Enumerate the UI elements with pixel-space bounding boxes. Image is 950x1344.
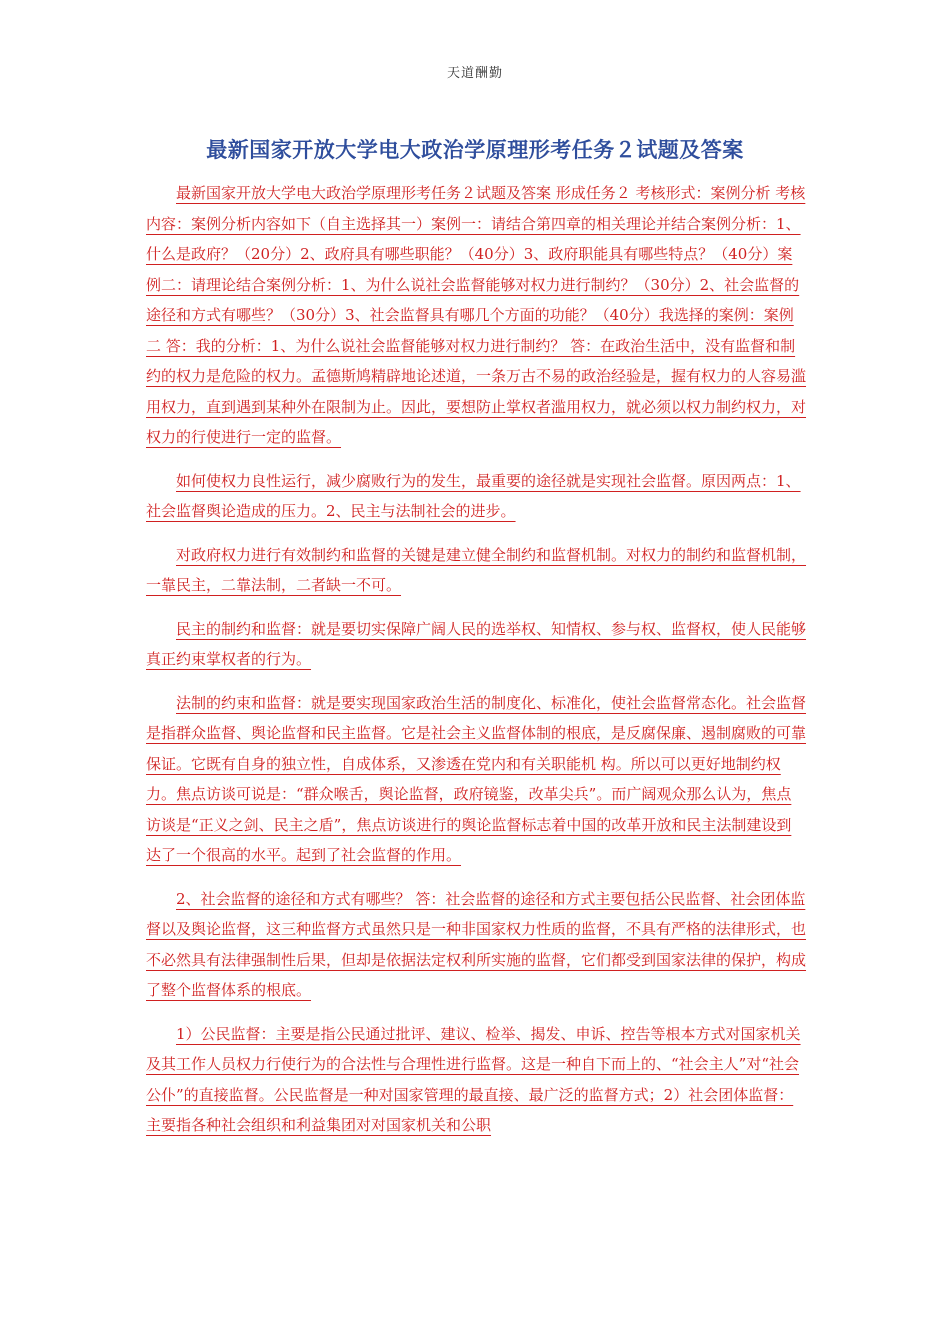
paragraph-text: 对政府权力进行有效制约和监督的关键是建立健全制约和监督机制。对权力的制约和监督机制，一靠民主，二靠法制，二者缺一不可。 [146,545,807,594]
document-title: 最新国家开放大学电大政治学原理形考任务２试题及答案 [206,138,744,162]
paragraph [146,1019,806,1141]
document-body [146,178,806,1154]
paragraph [146,688,806,871]
paragraph [146,466,806,527]
paragraph-text: 法制的约束和监督：就是要实现国家政治生活的制度化、标准化，使社会监督常态化。社会监督是指群众监督、舆论监督和民主监督。它是社会主义监督体制的根底，是反腐保廉、遏制腐败的可靠保证。它既有自身的独立性，自成体系，又渗透在党内和有关职能机 构。所以可以更好地制约权力。焦点访谈可说是：“群众喉舌，舆论监督，政府镜鉴，改革尖兵”。而广阔观众那么认为，焦点访谈是“正义之剑、民主之盾”，焦点访谈进行的舆论监督标志着中国的改革开放和民主法制建设到达了一个很高的水平。起到了社会监督的作用。 [146,693,807,864]
paragraph-text: 民主的制约和监督：就是要切实保障广阔人民的选举权、知情权、参与权、监督权，使人民能够真正约束掌权者的行为。 [146,619,807,668]
paragraph-text: 1）公民监督：主要是指公民通过批评、建议、检举、揭发、申诉、控告等根本方式对国家机关及其工作人员权力行使行为的合法性与合理性进行监督。这是一种自下而上的、“社会主人”对“社会公仆”的直接监督。公民监督是一种对国家管理的最直接、最广泛的监督方式；2）社会团体监督：主要指各种社会组织和利益集团对对国家机关和公职 [146,1024,801,1134]
paragraph [146,540,806,601]
paragraph [146,614,806,675]
paragraph-text: 2、社会监督的途径和方式有哪些？ 答：社会监督的途径和方式主要包括公民监督、社会团体监督以及舆论监督，这三种监督方式虽然只是一种非国家权力性质的监督，不具有严格的法律形式，也不必然具有法律强制性后果，但却是依据法定权利所实施的监督，它们都受到国家法律的保护，构成了整个监督体系的根底。 [146,889,807,999]
paragraph-text: 最新国家开放大学电大政治学原理形考任务２试题及答案 形成任务２ 考核形式：案例分析 考核内容：案例分析内容如下（自主选择其一）案例一：请结合第四章的相关理论并结合案例分析：1、什么是政府？（20分）2、政府具有哪些职能？（40分）3、政府职能具有哪些特点？（40分）案例二：请理论结合案例分析：1、为什么说社会监督能够对权力进行制约？（30分）2、社会监督的途径和方式有哪些？（30分）3、社会监督具有哪几个方面的功能？（40分）我选择的案例：案例二 答：我的分析：1、为什么说社会监督能够对权力进行制约？ 答：在政治生活中，没有监督和制约的权力是危险的权力。孟德斯鸠精辟地论述道，一条万古不易的政治经验是，握有权力的人容易滥用权力，直到遇到某种外在限制为止。因此，要想防止掌权者滥用权力，就必须以权力制约权力，对权力的行使进行一定的监督。 [146,184,807,446]
paragraph-text: 如何使权力良性运行，减少腐败行为的发生，最重要的途径就是实现社会监督。原因两点：1、社会监督舆论造成的压力。2、民主与法制社会的进步。 [146,471,801,520]
header-motto: 天道酬勤 [446,66,503,81]
paragraph [146,178,806,453]
paragraph [146,884,806,1006]
